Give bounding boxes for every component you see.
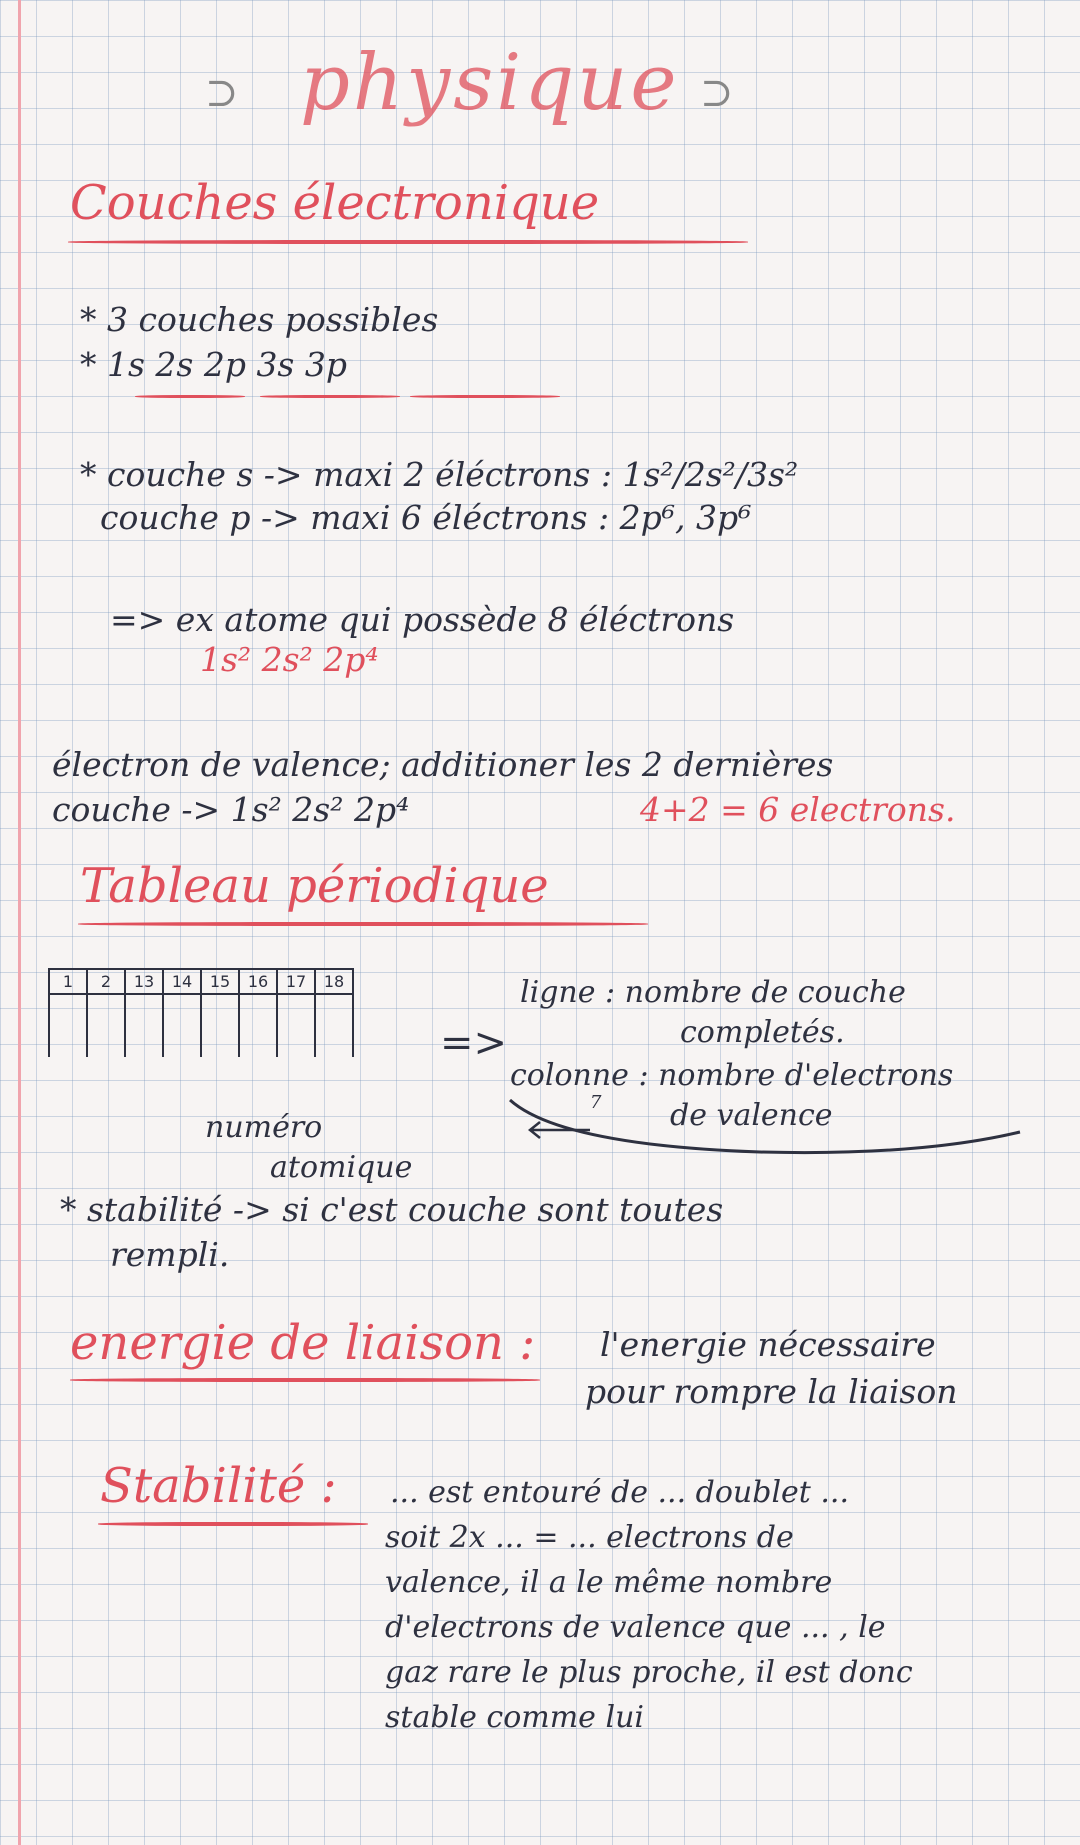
page-title: physique [300, 38, 680, 128]
periodic-table-sketch [48, 968, 354, 1057]
rule-couche-p: couche p -> maxi 6 éléctrons : 2p⁶, 3p⁶ [100, 498, 752, 537]
column-number: 18 [315, 969, 353, 994]
ligne-definition-cont: completés. [680, 1015, 845, 1050]
example-line: => ex atome qui possède 8 éléctrons [110, 600, 735, 639]
implies-arrow: => [440, 1020, 508, 1066]
empty-cell [201, 994, 239, 1057]
stabilite-line-5: gaz rare le plus proche, il est donc [385, 1655, 913, 1690]
empty-cell [87, 994, 125, 1057]
colonne-definition: colonne : nombre d'electrons [510, 1058, 954, 1093]
atomique-label: atomique [270, 1150, 413, 1185]
stabilite-line-6: stable comme lui [385, 1700, 644, 1735]
empty-cell [277, 994, 315, 1057]
bullet-couches-possibles: * 3 couches possibles [80, 300, 439, 339]
column-number: 14 [163, 969, 201, 994]
underline-couches [68, 240, 748, 244]
heading-tableau: Tableau périodique [80, 858, 549, 914]
column-number: 17 [277, 969, 315, 994]
energie-definition-2: pour rompre la liaison [585, 1372, 958, 1411]
heading-stabilite: Stabilité : [100, 1458, 337, 1514]
decoration-right: ⊃ [700, 70, 734, 116]
stabilite-note-2: rempli. [110, 1235, 230, 1274]
empty-cell [125, 994, 163, 1057]
heading-couches: Couches électronique [70, 175, 600, 231]
mark-seven: 7 [590, 1092, 602, 1113]
empty-cell [239, 994, 277, 1057]
stabilite-line-3: valence, il a le même nombre [385, 1565, 833, 1600]
column-number: 13 [125, 969, 163, 994]
column-number: 16 [239, 969, 277, 994]
underline-stabilite [98, 1522, 368, 1526]
heading-energie: energie de liaison : [70, 1315, 536, 1371]
stabilite-line-2: soit 2x ... = ... electrons de [385, 1520, 794, 1555]
ligne-definition: ligne : nombre de couche [520, 975, 906, 1010]
valence-line-2: couche -> 1s² 2s² 2p⁴ [52, 790, 410, 829]
column-number: 15 [201, 969, 239, 994]
rule-couche-s: * couche s -> maxi 2 éléctrons : 1s²/2s²/3s² [80, 455, 799, 494]
stabilite-line-4: d'electrons de valence que ... , le [385, 1610, 886, 1645]
stabilite-note-1: * stabilité -> si c'est couche sont toutes [60, 1190, 724, 1229]
column-number: 2 [87, 969, 125, 994]
bullet-sous-couches: * 1s 2s 2p 3s 3p [80, 345, 347, 384]
underline-2s2p [260, 395, 400, 398]
curved-underline [500, 1090, 1030, 1170]
underline-energie [70, 1378, 540, 1382]
underline-1s [135, 395, 245, 398]
underline-3s3p [410, 395, 560, 398]
stabilite-line-1: ... est entouré de ... doublet ... [390, 1475, 850, 1510]
decoration-left: ⊃ [205, 70, 239, 116]
example-config: 1s² 2s² 2p⁴ [200, 640, 379, 679]
empty-cell [315, 994, 353, 1057]
underline-tableau [78, 922, 648, 926]
numero-label: numéro [205, 1110, 323, 1145]
energie-definition-1: l'energie nécessaire [600, 1325, 936, 1364]
margin-line [18, 0, 21, 1845]
valence-line-1: électron de valence; additioner les 2 dernières [52, 745, 834, 784]
colonne-definition-cont: de valence [670, 1098, 833, 1133]
column-number: 1 [49, 969, 87, 994]
empty-cell [49, 994, 87, 1057]
empty-cell [163, 994, 201, 1057]
valence-calc: 4+2 = 6 electrons. [640, 790, 956, 829]
